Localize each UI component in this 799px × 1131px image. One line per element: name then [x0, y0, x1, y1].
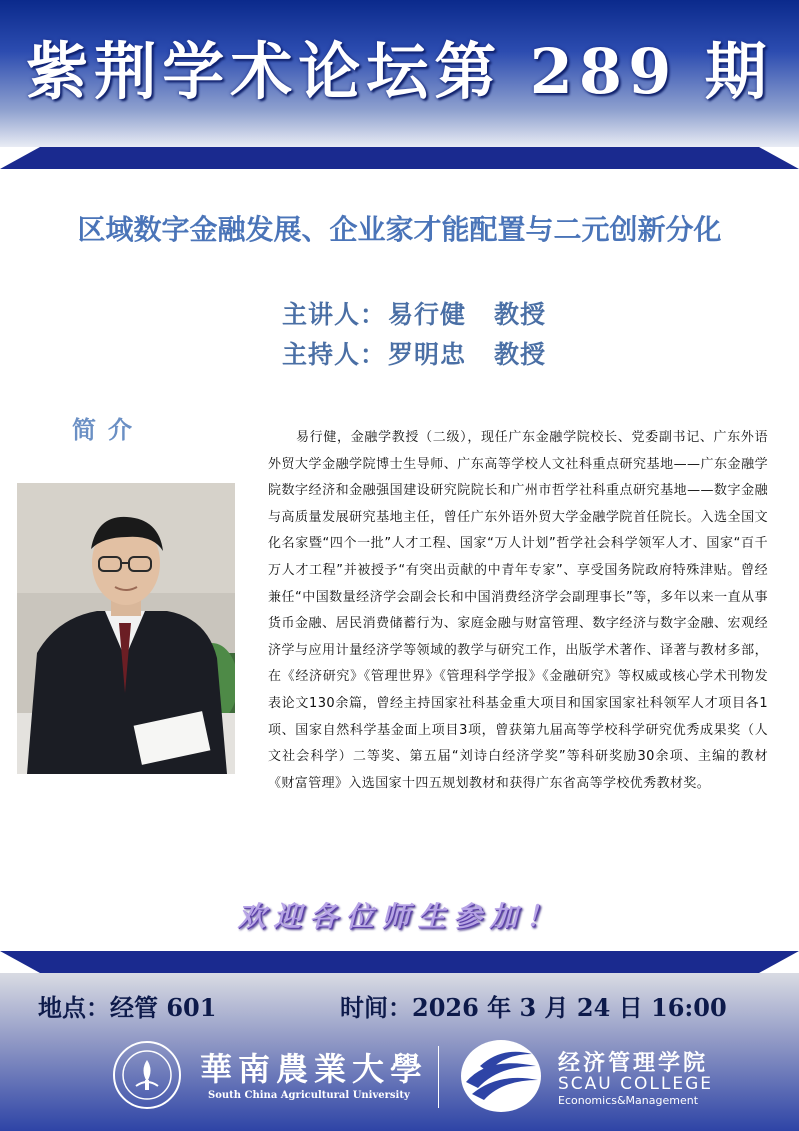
speaker-bio: 易行健，金融学教授（二级），现任广东金融学院校长、党委副书记、广东外语外贸大学金融学院博士生导师、广东高等学校人文社科重点研究基地——广东金融学院数字经济和金融强国建设研究院院长和广州市哲学社科重点研究基地——数字金融与高质量发展研究基地主任，曾任广东外语外贸大学金融学院首任院长。入选全国文化名家暨“四个一批”人才工程、国家“万人计划”哲学社会科学领军人才、国家“百千万人才工程”并被授予“有突出贡献的中青年专家”、享受国务院政府特殊津贴。曾经兼任“中国数量经济学会副会长和中国消费经济学会副理事长”等，多年以来一直从事货币金融、居民消费储蓄行为、家庭金融与财富管理、数字经济与数字金融、宏观经济学与应用计量经济学等领域的教学与研究工作，出版学术著作、译著与教材多部，在《经济研究》《管理世界》《管理科学学报》《金融研究》等权威或核心学术刊物发表论文130余篇，曾经主持国家社科基金重大项目和国家国家社科领军人才项目各1项、国家自然科学基金面上项目3项，曾获第九届高等学校科学研究优秀成果奖（人文社会科学）二等奖、第五届“刘诗白经济学奖”等科研奖励30余项、主编的教材《财富管理》入选国家十四五规划教材和获得广东省高等学校优秀教材奖。 [268, 430, 768, 791]
time-info: 时间：2026 年 3 月 24 日 16:00 [340, 993, 727, 1022]
speaker-label: 主讲人： [282, 300, 387, 329]
college-emblem-icon [458, 1036, 544, 1116]
footer-stripe-notch-right [759, 951, 799, 973]
footer-stripe [0, 951, 799, 973]
venue-info: 地点：经管 601 [38, 993, 217, 1022]
speaker-name: 易行健 [388, 300, 467, 329]
university-logo [112, 1040, 432, 1112]
host-name: 罗明忠 [388, 340, 467, 369]
college-name-cn: 经济管理学院 [558, 1050, 709, 1076]
header-stripe-notch-left [0, 147, 40, 169]
university-seal-icon [112, 1040, 182, 1110]
forum-title: 紫荆学术论坛第 289 期 [26, 35, 773, 108]
host-label: 主持人： [282, 340, 387, 369]
college-name-en: SCAU COLLEGE [558, 1074, 713, 1094]
logo-divider [438, 1046, 439, 1108]
speaker-photo [17, 483, 235, 774]
talk-title: 区域数字金融发展、企业家才能配置与二元创新分化 [77, 213, 722, 246]
footer-stripe-notch-left [0, 951, 40, 973]
header-stripe-notch-right [759, 147, 799, 169]
host-line [282, 335, 546, 371]
welcome-message: 欢迎各位师生参加！ [237, 900, 562, 933]
college-logo [458, 1036, 758, 1116]
header-stripe [0, 147, 799, 169]
college-subtitle-en: Economics&Management [558, 1094, 699, 1107]
host-rank: 教授 [494, 340, 547, 369]
intro-heading: 简介 [72, 415, 144, 444]
university-name-cn: 華南農業大學 [200, 1050, 429, 1088]
speaker-rank: 教授 [494, 300, 547, 329]
header-banner [0, 0, 799, 147]
speaker-line [282, 295, 546, 331]
university-name-en: South China Agricultural University [208, 1090, 410, 1101]
